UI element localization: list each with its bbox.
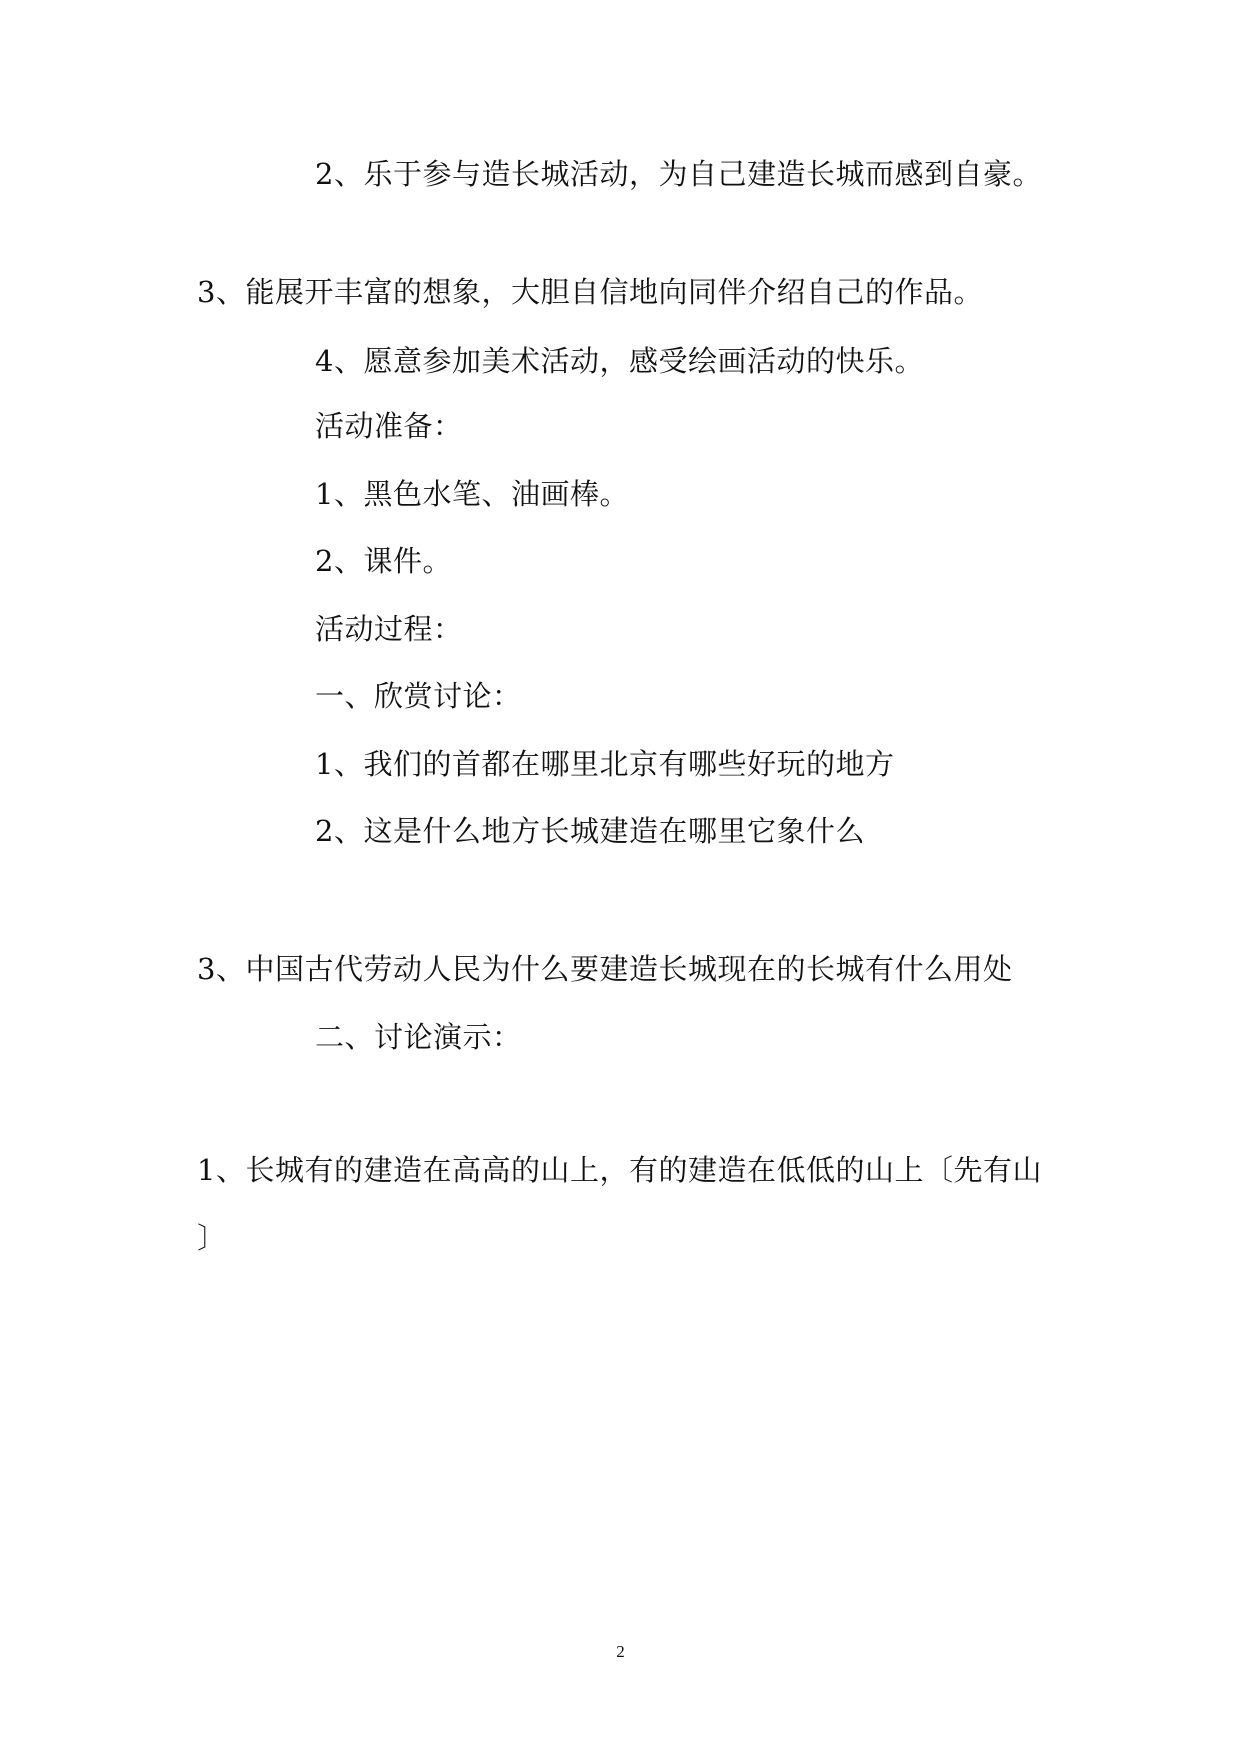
- section-heading-preparation: 活动准备：: [315, 409, 463, 443]
- text-line-goal-3: 3、能展开丰富的想象，大胆自信地向同伴介绍自己的作品。: [197, 275, 983, 309]
- text-line-demo-1: 1、长城有的建造在高高的山上，有的建造在低低的山上〔先有山: [197, 1153, 1042, 1187]
- text-line-question-1: 1、我们的首都在哪里北京有哪些好玩的地方: [315, 747, 895, 781]
- subsection-heading-appreciation: 一、欣赏讨论：: [315, 679, 522, 713]
- text-line-goal-2: 2、乐于参与造长城活动，为自己建造长城而感到自豪。: [315, 157, 1042, 191]
- section-heading-process: 活动过程：: [315, 612, 463, 646]
- text-line-goal-4: 4、愿意参加美术活动，感受绘画活动的快乐。: [315, 344, 924, 378]
- text-line-question-3: 3、中国古代劳动人民为什么要建造长城现在的长城有什么用处: [197, 952, 1013, 986]
- text-line-demo-1-continued: 〕: [197, 1221, 227, 1255]
- text-line-prep-1: 1、黑色水笔、油画棒。: [315, 477, 629, 511]
- subsection-heading-demonstration: 二、讨论演示：: [315, 1020, 522, 1054]
- text-line-question-2: 2、这是什么地方长城建造在哪里它象什么: [315, 814, 865, 848]
- page-number: 2: [616, 1642, 625, 1661]
- text-line-prep-2: 2、课件。: [315, 544, 452, 578]
